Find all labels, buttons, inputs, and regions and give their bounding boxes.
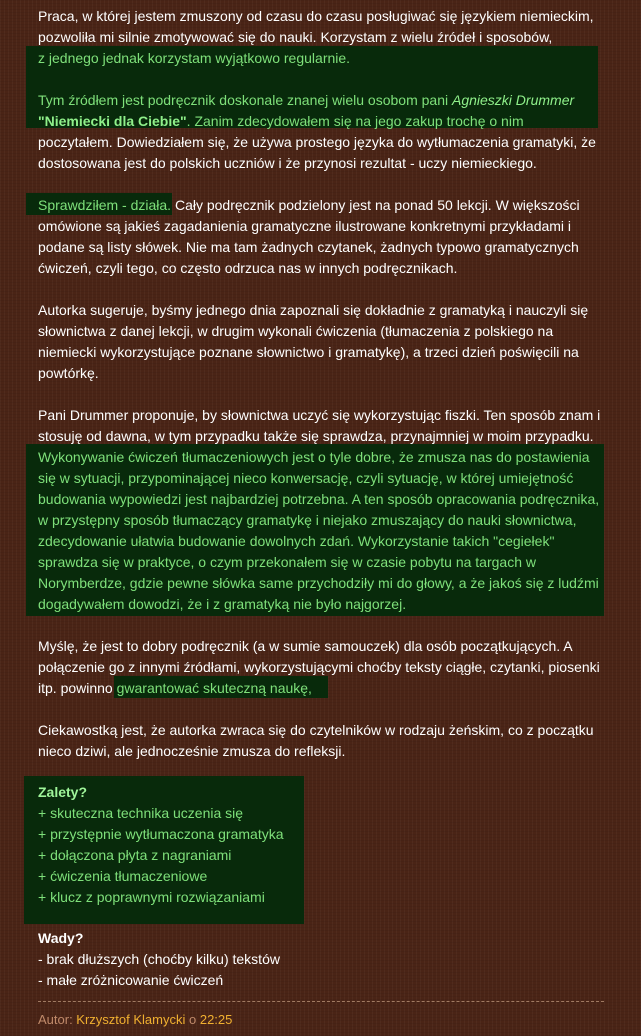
highlight-text-4: gwarantować skuteczną naukę,	[116, 680, 312, 696]
paragraph-2-line-3: poczytałem. Dowiedziałem się, że używa prostego języka do wytłumaczenia gramatyki, że	[38, 134, 596, 150]
pros-title: Zalety?	[38, 784, 88, 800]
paragraph-7-line-1: Ciekawostką jest, że autorka zwraca się do czytelników w rodzaju żeńskim, co z początku	[38, 722, 594, 738]
paragraph-6-line-3	[38, 678, 641, 699]
author-label: Autor:	[38, 1012, 77, 1027]
paragraph-7-line-2: nieco dziwi, ale jednocześnie zmusza do refleksji.	[38, 743, 346, 759]
pros-item: + klucz z poprawnymi rozwiązaniami	[38, 889, 265, 905]
pros-item: + przystępnie wytłumaczona gramatyka	[38, 826, 284, 842]
paragraph-4-line-4: powtórkę.	[38, 365, 99, 381]
post-time-link[interactable]: 22:25	[199, 1012, 233, 1027]
highlight-line-3-5: zdecydowanie ułatwia budowanie dowolnych zdań. Wykorzystanie takich "cegiełek"	[38, 533, 555, 549]
highlight-text-1: z jednego jednak korzystam wyjątkowo regularnie.	[38, 50, 351, 66]
paragraph-2-line-2	[38, 111, 641, 132]
paragraph-5-line-1: Pani Drummer proponuje, by słownictwa uczyć się wykorzystując fiszki. Ten sposób znam i	[38, 407, 601, 423]
paragraph-5-line-2: stosuję od dawna, w tym przypadku także się sprawdza, przynajmniej w moim przypadku.	[38, 428, 594, 444]
highlight-line-3-6: sprawdza się w praktyce, o czym przekonałem się w czasie pobytu na targach w	[38, 554, 536, 570]
paragraph-1-line-2: pozwoliła mi silnie zmotywować się do nauki. Korzystam z wielu źródeł i sposobów,	[38, 29, 553, 45]
paragraph-6-line-2: połączenie go z innymi źródłami, wykorzystującymi choćby teksty ciągłe, czytanki, piosenki	[38, 659, 600, 675]
paragraph-2-line-1	[38, 90, 641, 111]
book-title: "Niemiecki dla Ciebie"	[38, 113, 187, 129]
paragraph-4-line-1: Autorka sugeruje, byśmy jednego dnia zapoznali się dokładnie z gramatyką i nauczyli się	[38, 302, 589, 318]
paragraph-3-line-4: ćwiczeń, czyli tego, co często odrzuca nas w innych podręcznikach.	[38, 260, 458, 276]
highlight-text-2: Sprawdziłem - działa.	[38, 197, 172, 213]
paragraph-2-intro: Tym źródłem jest podręcznik doskonale znanej wielu osobom pani	[38, 92, 452, 108]
pros-item: + dołączona płyta z nagraniami	[38, 847, 232, 863]
highlight-line-3-3: budowania wypowiedzi jest najbardziej potrzebna. A ten sposób opracowania podręcznika,	[38, 491, 600, 507]
cons-item: - małe zróżnicowanie ćwiczeń	[38, 972, 224, 988]
at-label: o	[185, 1012, 200, 1027]
paragraph-6-prefix: itp. powinno	[38, 680, 117, 696]
cons-item: - brak dłuższych (choćby kilku) tekstów	[38, 951, 280, 967]
highlight-line-3-2: się w sytuacji, przypominającej nieco konwersację, czyli sytuację, w której umiejętność	[38, 470, 574, 486]
author-name-highlight: Agnieszki Drummer	[452, 92, 575, 108]
highlight-line-3-8: dogadywałem dowodzi, że i z gramatyką nie było najgorzej.	[38, 596, 407, 612]
paragraph-4-line-3: niemiecki wykorzystujące poznane słownictwo i gramatykę), a trzeci dzień poświęcili na	[38, 344, 579, 360]
paragraph-2-line-4: dostosowana jest do polskich uczniów i że przynosi rezultat - uczy niemieckiego.	[38, 155, 537, 171]
paragraph-4-line-2: słownictwa z danej lekcji, w drugim wykonali ćwiczenia (tłumaczenia z polskiego na	[38, 323, 554, 339]
paragraph-3-rest: Cały podręcznik podzielony jest na ponad 50 lekcji. W większości	[171, 197, 580, 213]
paragraph-2-rest: . Zanim zdecydowałem się na jego zakup trochę o nim	[186, 113, 524, 129]
paragraph-1-line-1: Praca, w której jestem zmuszony od czasu do czasu posługiwać się językiem niemieckim,	[38, 8, 594, 24]
author-link[interactable]: Krzysztof Klamycki	[76, 1012, 186, 1027]
paragraph-3-line-2: omówione są jakieś zagadanienia gramatyczne ilustrowane konkretnymi przykładami i	[38, 218, 572, 234]
pros-item: + ćwiczenia tłumaczeniowe	[38, 868, 208, 884]
pros-item: + skuteczna technika uczenia się	[38, 805, 244, 821]
highlight-line-3-7: Norymberdze, gdzie pewne słówka same przychodziły mi do głowy, a że jakoś się z ludźmi	[38, 575, 599, 591]
paragraph-3-line-1	[38, 195, 641, 216]
cons-section	[38, 928, 280, 991]
post-footer	[38, 1012, 232, 1027]
paragraph-3-line-3: podane są listy słówek. Nie ma tam żadnych czytanek, żadnych typowo gramatycznych	[38, 239, 579, 255]
pros-box	[24, 776, 304, 924]
highlight-line-3-4: w przystępny sposób tłumaczący gramatykę i niejako zmuszający do nauki słownictwa,	[38, 512, 577, 528]
cons-title: Wady?	[38, 930, 84, 946]
paragraph-6-line-1: Myślę, że jest to dobry podręcznik (a w sumie samouczek) dla osób początkujących. A	[38, 638, 573, 654]
highlight-line-3-1: Wykonywanie ćwiczeń tłumaczeniowych jest o tyle dobre, że zmusza nas do postawienia	[38, 449, 590, 465]
footer-divider	[38, 1001, 604, 1002]
